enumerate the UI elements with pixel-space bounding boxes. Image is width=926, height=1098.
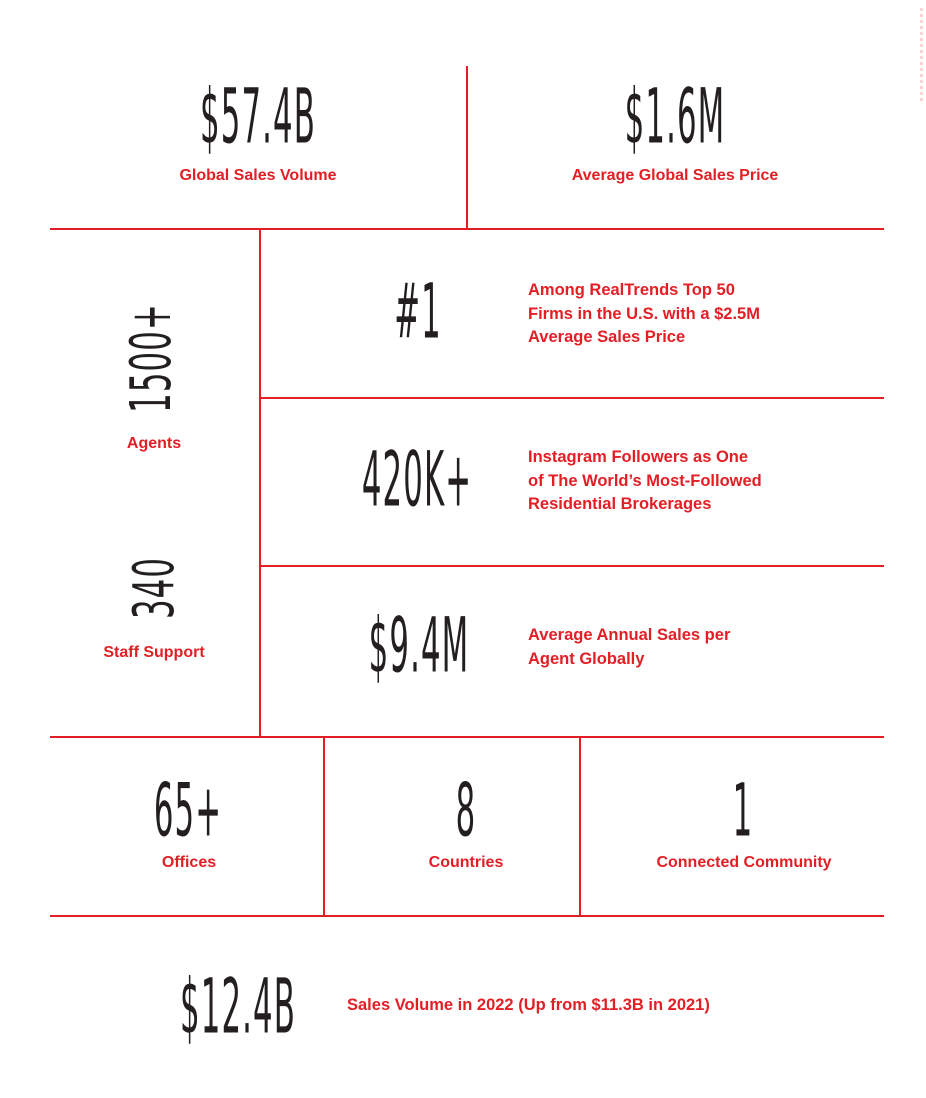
connected-community-value: 1 [732, 769, 754, 854]
divider-middle [50, 736, 884, 738]
divider-highlight-1 [259, 397, 884, 399]
divider-left-column [259, 228, 261, 738]
average-global-sales-price-value: $1.6M [624, 73, 726, 162]
global-sales-volume-label: Global Sales Volume [179, 167, 337, 184]
staff-support-label: Staff Support [103, 644, 205, 661]
divider-bottom [50, 915, 884, 917]
global-sales-volume-value: $57.4B [200, 73, 316, 162]
average-global-sales-price-label: Average Global Sales Price [571, 167, 779, 184]
description-line: Firms in the U.S. with a $2.5M [528, 304, 760, 323]
annual-sales-per-agent-description [528, 624, 730, 671]
countries-value: 8 [455, 769, 477, 854]
agents-value: 1500+ [119, 303, 184, 413]
connected-community-label: Connected Community [656, 854, 832, 871]
divider-top [50, 228, 884, 230]
description-line: Residential Brokerages [528, 495, 712, 513]
edge-print-mark [920, 8, 923, 104]
realtrends-rank-value: #1 [394, 268, 442, 357]
description-line: Average Annual Sales per [528, 626, 731, 644]
instagram-followers-value: 420K+ [361, 436, 473, 525]
realtrends-rank-description [528, 279, 760, 350]
offices-value: 65+ [153, 769, 223, 854]
divider-top-vertical [466, 66, 468, 229]
description-line: Agent Globally [528, 649, 645, 668]
description-line: Instagram Followers as One [528, 448, 749, 466]
description-line: of The World’s Most-Followed [528, 471, 762, 490]
annual-sales-per-agent-value: $9.4M [368, 602, 470, 691]
countries-label: Countries [428, 854, 504, 871]
sales-volume-2022-label: Sales Volume in 2022 (Up from $11.3B in 2021) [347, 996, 710, 1014]
instagram-followers-description [528, 446, 762, 517]
description-line: Average Sales Price [528, 328, 686, 346]
agents-label: Agents [126, 435, 182, 452]
offices-label: Offices [161, 854, 217, 871]
divider-counts-1 [323, 736, 325, 917]
sales-volume-2022-value: $12.4B [180, 963, 296, 1052]
divider-highlight-2 [259, 565, 884, 567]
divider-counts-2 [579, 736, 581, 917]
staff-support-value: 340 [122, 556, 187, 620]
description-line: Among RealTrends Top 50 [528, 281, 735, 299]
